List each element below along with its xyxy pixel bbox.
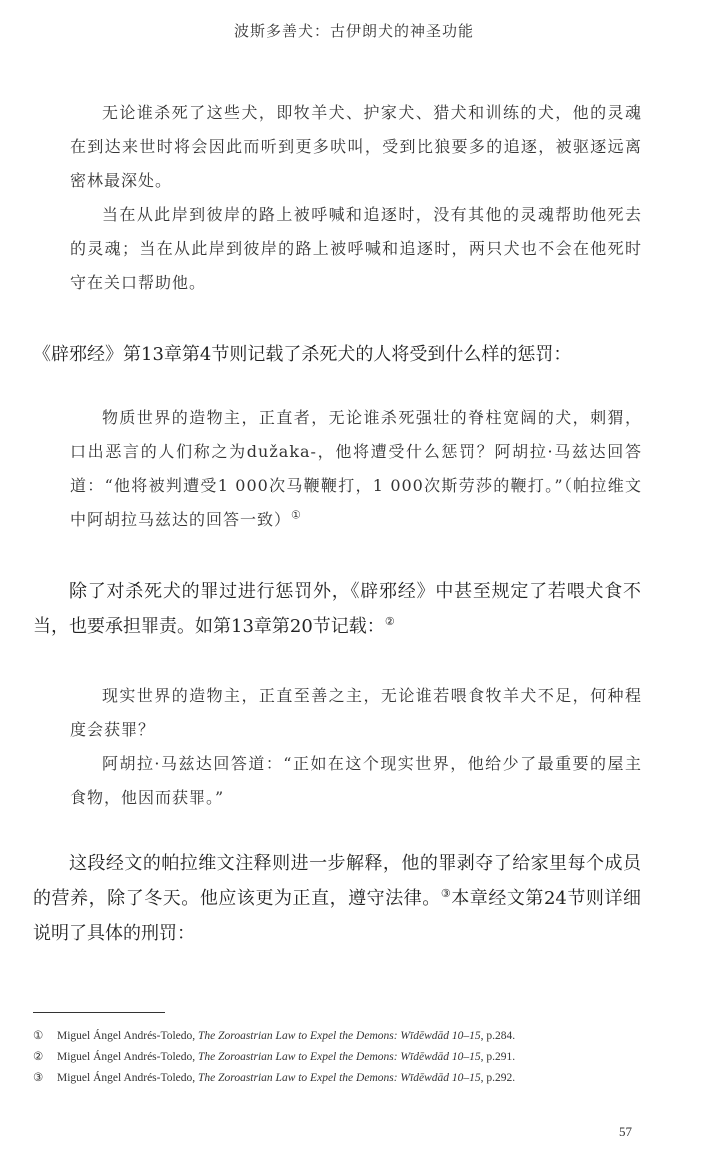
paragraph-text: [33, 574, 641, 644]
footnote-author: Miguel Ángel Andrés-Toledo,: [57, 1072, 199, 1084]
footnote-page: , p.284.: [480, 1030, 516, 1042]
footnote: [33, 1047, 673, 1068]
paragraph-text: [33, 846, 641, 951]
quote-text: 物质世界的造物主，正直者，无论谁杀死强壮的脊柱宽阔的犬，刺猬，口出恶言的人们称之为dužaka-，他将遭受什么惩罚？阿胡拉·马兹达回答道：“他将被判遭受1 000次马鞭鞭打，1 000次斯劳莎的鞭打。”（帕拉维文中阿胡拉马兹达的回答一致）: [70, 408, 642, 529]
body-paragraph-3: [33, 846, 641, 951]
footnote-author: Miguel Ángel Andrés-Toledo,: [57, 1030, 199, 1042]
footnote-number: ②: [33, 1051, 44, 1063]
block-quote-3: [70, 679, 642, 815]
running-header: 波斯多善犬：古伊朗犬的神圣功能: [233, 22, 474, 40]
quote-paragraph: 现实世界的造物主，正直至善之主，无论谁若喂食牧羊犬不足，何种程度会获罪？: [70, 686, 642, 739]
quote-paragraph: 当在从此岸到彼岸的路上被呼喊和追逐时，没有其他的灵魂帮助他死去的灵魂；当在从此岸到彼岸的路上被呼喊和追逐时，两只犬也不会在他死时守在关口帮助他。: [70, 205, 642, 292]
paragraph-body-b: 本章经文第24节则详细说明了具体的刑罚：: [33, 888, 641, 944]
footnote-page: , p.292.: [480, 1072, 516, 1084]
footnote-number: ③: [33, 1072, 44, 1084]
footnote-ref-3[interactable]: ③: [440, 887, 452, 900]
footnote-title: The Zoroastrian Law to Expel the Demons: Wīdēwdād 10–15: [198, 1030, 481, 1042]
paragraph-text: 《辟邪经》第13章第4节则记载了杀死犬的人将受到什么样的惩罚：: [33, 344, 572, 365]
footnote-page: , p.291.: [480, 1051, 516, 1063]
footnote: [33, 1068, 673, 1089]
body-paragraph-2: [33, 574, 641, 644]
footnote-number: ①: [33, 1030, 44, 1042]
footnote-ref-1[interactable]: ①: [291, 508, 302, 522]
footnote-title: The Zoroastrian Law to Expel the Demons: Wīdēwdād 10–15: [198, 1072, 481, 1084]
page-number: 57: [619, 1124, 632, 1139]
footnotes: [33, 1026, 673, 1089]
quote-paragraph: [70, 401, 642, 537]
block-quote-1: [70, 96, 642, 300]
paragraph-body-a: 这段经文的帕拉维文注释则进一步解释，他的罪剥夺了给家里每个成员的营养，除了冬天。他应该更为正直，遵守法律。: [33, 853, 641, 909]
footnote-title: The Zoroastrian Law to Expel the Demons: Wīdēwdād 10–15: [198, 1051, 481, 1063]
body-paragraph-1: [33, 337, 641, 372]
footnote-author: Miguel Ángel Andrés-Toledo,: [57, 1051, 199, 1063]
paragraph-body: 除了对杀死犬的罪过进行惩罚外，《辟邪经》中甚至规定了若喂犬食不当，也要承担罪责。如第13章第20节记载：: [33, 581, 641, 637]
footnote-divider: [33, 1012, 165, 1013]
footnote: [33, 1026, 673, 1047]
footnote-ref-2[interactable]: ②: [384, 615, 395, 628]
quote-paragraph: 无论谁杀死了这些犬，即牧羊犬、护家犬、猎犬和训练的犬，他的灵魂在到达来世时将会因此而听到更多吠叫，受到比狼要多的追逐，被驱逐远离密林最深处。: [70, 103, 642, 190]
block-quote-2: [70, 401, 642, 537]
quote-paragraph: 阿胡拉·马兹达回答道：“正如在这个现实世界，他给少了最重要的屋主食物，他因而获罪。”: [70, 754, 642, 807]
